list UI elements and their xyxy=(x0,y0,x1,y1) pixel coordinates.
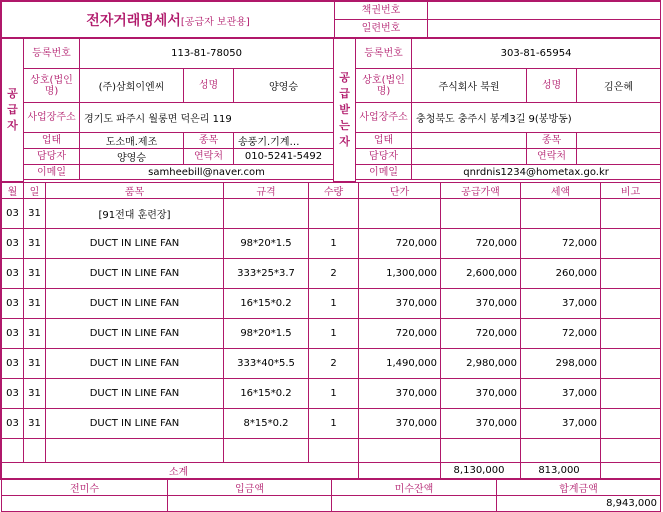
receiver-contact xyxy=(577,149,661,165)
row-tax: 37,000 xyxy=(521,289,601,319)
row-note xyxy=(601,229,661,259)
row-qty: 1 xyxy=(309,289,359,319)
table-row xyxy=(2,379,661,409)
row-supply: 2,980,000 xyxy=(441,349,521,379)
row-note xyxy=(601,259,661,289)
row-day: 31 xyxy=(24,379,46,409)
table-row xyxy=(2,259,661,289)
row-item: DUCT IN LINE FAN xyxy=(46,319,224,349)
row-note xyxy=(601,349,661,379)
row-supply: 370,000 xyxy=(441,409,521,439)
receiver-company: 주식회사 북원 xyxy=(412,69,527,103)
row-supply: 720,000 xyxy=(441,229,521,259)
receiver-side-label: 공급받는자 xyxy=(334,39,356,182)
receiver-rep-label: 성명 xyxy=(527,69,577,103)
supplier-rep: 양영승 xyxy=(234,69,334,103)
col-item: 품목 xyxy=(46,183,224,199)
row-qty: 2 xyxy=(309,259,359,289)
receiver-item xyxy=(577,133,661,149)
subtotal-supply: 8,130,000 xyxy=(441,463,521,479)
row-tax: 37,000 xyxy=(521,379,601,409)
row-item: DUCT IN LINE FAN xyxy=(46,409,224,439)
supplier-address: 경기도 파주시 월롱면 덕은리 119 xyxy=(80,103,334,133)
paid-label: 입금액 xyxy=(168,480,332,496)
subtotal-blank xyxy=(359,463,441,479)
row-spec: 8*15*0.2 xyxy=(224,409,309,439)
table-row xyxy=(2,439,661,463)
row-month: 03 xyxy=(2,259,24,289)
supplier-side-label: 공급자 xyxy=(2,39,24,182)
row-note xyxy=(601,319,661,349)
row-tax xyxy=(521,439,601,463)
receiver-contact-label: 연락처 xyxy=(527,149,577,165)
receiver-reg-no: 303-81-65954 xyxy=(412,39,661,69)
supplier-item-label: 종목 xyxy=(184,133,234,149)
row-supply: 370,000 xyxy=(441,379,521,409)
receiver-business xyxy=(412,133,527,149)
row-unit-price: 720,000 xyxy=(359,229,441,259)
serial-no-value xyxy=(428,20,661,38)
table-row xyxy=(2,289,661,319)
subtotal-tax: 813,000 xyxy=(521,463,601,479)
supplier-address-label: 사업장주소 xyxy=(24,103,80,133)
row-qty: 1 xyxy=(309,319,359,349)
col-note: 비고 xyxy=(601,183,661,199)
row-day: 31 xyxy=(24,229,46,259)
row-spec xyxy=(224,199,309,229)
receiver-email-label: 이메일 xyxy=(356,165,412,180)
supplier-email-label: 이메일 xyxy=(24,165,80,180)
parties-table xyxy=(1,38,661,182)
row-qty xyxy=(309,439,359,463)
col-day: 일 xyxy=(24,183,46,199)
serial-no-label: 일련번호 xyxy=(335,20,428,38)
supplier-reg-label: 등록번호 xyxy=(24,39,80,69)
row-day: 31 xyxy=(24,409,46,439)
row-tax xyxy=(521,199,601,229)
row-spec: 16*15*0.2 xyxy=(224,379,309,409)
receiver-address-label: 사업장주소 xyxy=(356,103,412,133)
row-supply: 720,000 xyxy=(441,319,521,349)
row-tax: 72,000 xyxy=(521,319,601,349)
row-day: 31 xyxy=(24,349,46,379)
row-month xyxy=(2,439,24,463)
row-month: 03 xyxy=(2,319,24,349)
row-day xyxy=(24,439,46,463)
row-month: 03 xyxy=(2,229,24,259)
receiver-item-label: 종목 xyxy=(527,133,577,149)
row-unit-price: 1,300,000 xyxy=(359,259,441,289)
total-value: 8,943,000 xyxy=(497,496,661,512)
subtotal-note xyxy=(601,463,661,479)
row-spec xyxy=(224,439,309,463)
balance-label: 미수잔액 xyxy=(332,480,497,496)
row-qty: 1 xyxy=(309,379,359,409)
row-month: 03 xyxy=(2,289,24,319)
row-day: 31 xyxy=(24,319,46,349)
row-tax: 298,000 xyxy=(521,349,601,379)
receiver-company-label: 상호(법인명) xyxy=(356,69,412,103)
row-item: DUCT IN LINE FAN xyxy=(46,349,224,379)
row-supply: 370,000 xyxy=(441,289,521,319)
supplier-business: 도소매.제조 xyxy=(80,133,184,149)
table-row xyxy=(2,199,661,229)
col-month: 월 xyxy=(2,183,24,199)
supplier-business-label: 업태 xyxy=(24,133,80,149)
row-day: 31 xyxy=(24,289,46,319)
row-day: 31 xyxy=(24,199,46,229)
copy-type: [공급자 보관용] xyxy=(180,16,250,28)
unpaid-label: 전미수 xyxy=(2,480,168,496)
supplier-contact-label: 연락처 xyxy=(184,149,234,165)
paid-value xyxy=(168,496,332,512)
row-month: 03 xyxy=(2,349,24,379)
table-row xyxy=(2,229,661,259)
row-day: 31 xyxy=(24,259,46,289)
col-unit-price: 단가 xyxy=(359,183,441,199)
col-supply: 공급가액 xyxy=(441,183,521,199)
row-item: DUCT IN LINE FAN xyxy=(46,289,224,319)
row-supply xyxy=(441,199,521,229)
row-spec: 98*20*1.5 xyxy=(224,319,309,349)
items-table xyxy=(1,182,661,479)
unpaid-value xyxy=(2,496,168,512)
document-title: 전자거래명세서[공급자 보관용] xyxy=(2,2,335,38)
row-note xyxy=(601,199,661,229)
col-qty: 수량 xyxy=(309,183,359,199)
row-note xyxy=(601,439,661,463)
row-item: DUCT IN LINE FAN xyxy=(46,379,224,409)
row-unit-price xyxy=(359,199,441,229)
row-tax: 37,000 xyxy=(521,409,601,439)
receiver-address: 충청북도 충주시 봉계3길 9(봉방동) xyxy=(412,103,661,133)
row-month: 03 xyxy=(2,199,24,229)
row-unit-price: 370,000 xyxy=(359,289,441,319)
col-spec: 규격 xyxy=(224,183,309,199)
row-item: [91전대 훈련장] xyxy=(46,199,224,229)
row-unit-price: 370,000 xyxy=(359,379,441,409)
row-unit-price: 1,490,000 xyxy=(359,349,441,379)
row-supply xyxy=(441,439,521,463)
receiver-manager-label: 담당자 xyxy=(356,149,412,165)
book-no-value xyxy=(428,2,661,20)
row-spec: 333*25*3.7 xyxy=(224,259,309,289)
row-item: DUCT IN LINE FAN xyxy=(46,259,224,289)
receiver-business-label: 업태 xyxy=(356,133,412,149)
row-month: 03 xyxy=(2,379,24,409)
balance-value xyxy=(332,496,497,512)
row-note xyxy=(601,379,661,409)
row-tax: 72,000 xyxy=(521,229,601,259)
row-qty xyxy=(309,199,359,229)
row-unit-price xyxy=(359,439,441,463)
supplier-contact: 010-5241-5492 xyxy=(234,149,334,165)
row-supply: 2,600,000 xyxy=(441,259,521,289)
supplier-manager-label: 담당자 xyxy=(24,149,80,165)
receiver-email: qnrdnis1234@hometax.go.kr xyxy=(412,165,661,180)
row-qty: 2 xyxy=(309,349,359,379)
row-unit-price: 720,000 xyxy=(359,319,441,349)
supplier-manager: 양영승 xyxy=(80,149,184,165)
row-qty: 1 xyxy=(309,409,359,439)
book-no-label: 책권번호 xyxy=(335,2,428,20)
supplier-reg-no: 113-81-78050 xyxy=(80,39,334,69)
supplier-company: (주)삼희이엔씨 xyxy=(80,69,184,103)
supplier-item: 송풍기.기계… xyxy=(234,133,334,149)
row-item xyxy=(46,439,224,463)
col-tax: 세액 xyxy=(521,183,601,199)
supplier-rep-label: 성명 xyxy=(184,69,234,103)
table-row xyxy=(2,349,661,379)
supplier-company-label: 상호(법인명) xyxy=(24,69,80,103)
receiver-manager xyxy=(412,149,527,165)
item-rows xyxy=(2,199,661,463)
row-item: DUCT IN LINE FAN xyxy=(46,229,224,259)
row-tax: 260,000 xyxy=(521,259,601,289)
total-label: 합계금액 xyxy=(497,480,661,496)
row-spec: 333*40*5.5 xyxy=(224,349,309,379)
row-spec: 98*20*1.5 xyxy=(224,229,309,259)
subtotal-label: 소계 xyxy=(2,463,359,479)
row-qty: 1 xyxy=(309,229,359,259)
row-month: 03 xyxy=(2,409,24,439)
receiver-reg-label: 등록번호 xyxy=(356,39,412,69)
title-table xyxy=(1,1,661,38)
row-spec: 16*15*0.2 xyxy=(224,289,309,319)
table-row xyxy=(2,409,661,439)
receiver-rep: 김은혜 xyxy=(577,69,661,103)
row-unit-price: 370,000 xyxy=(359,409,441,439)
table-row xyxy=(2,319,661,349)
row-note xyxy=(601,289,661,319)
row-note xyxy=(601,409,661,439)
supplier-email: samheebill@naver.com xyxy=(80,165,334,180)
